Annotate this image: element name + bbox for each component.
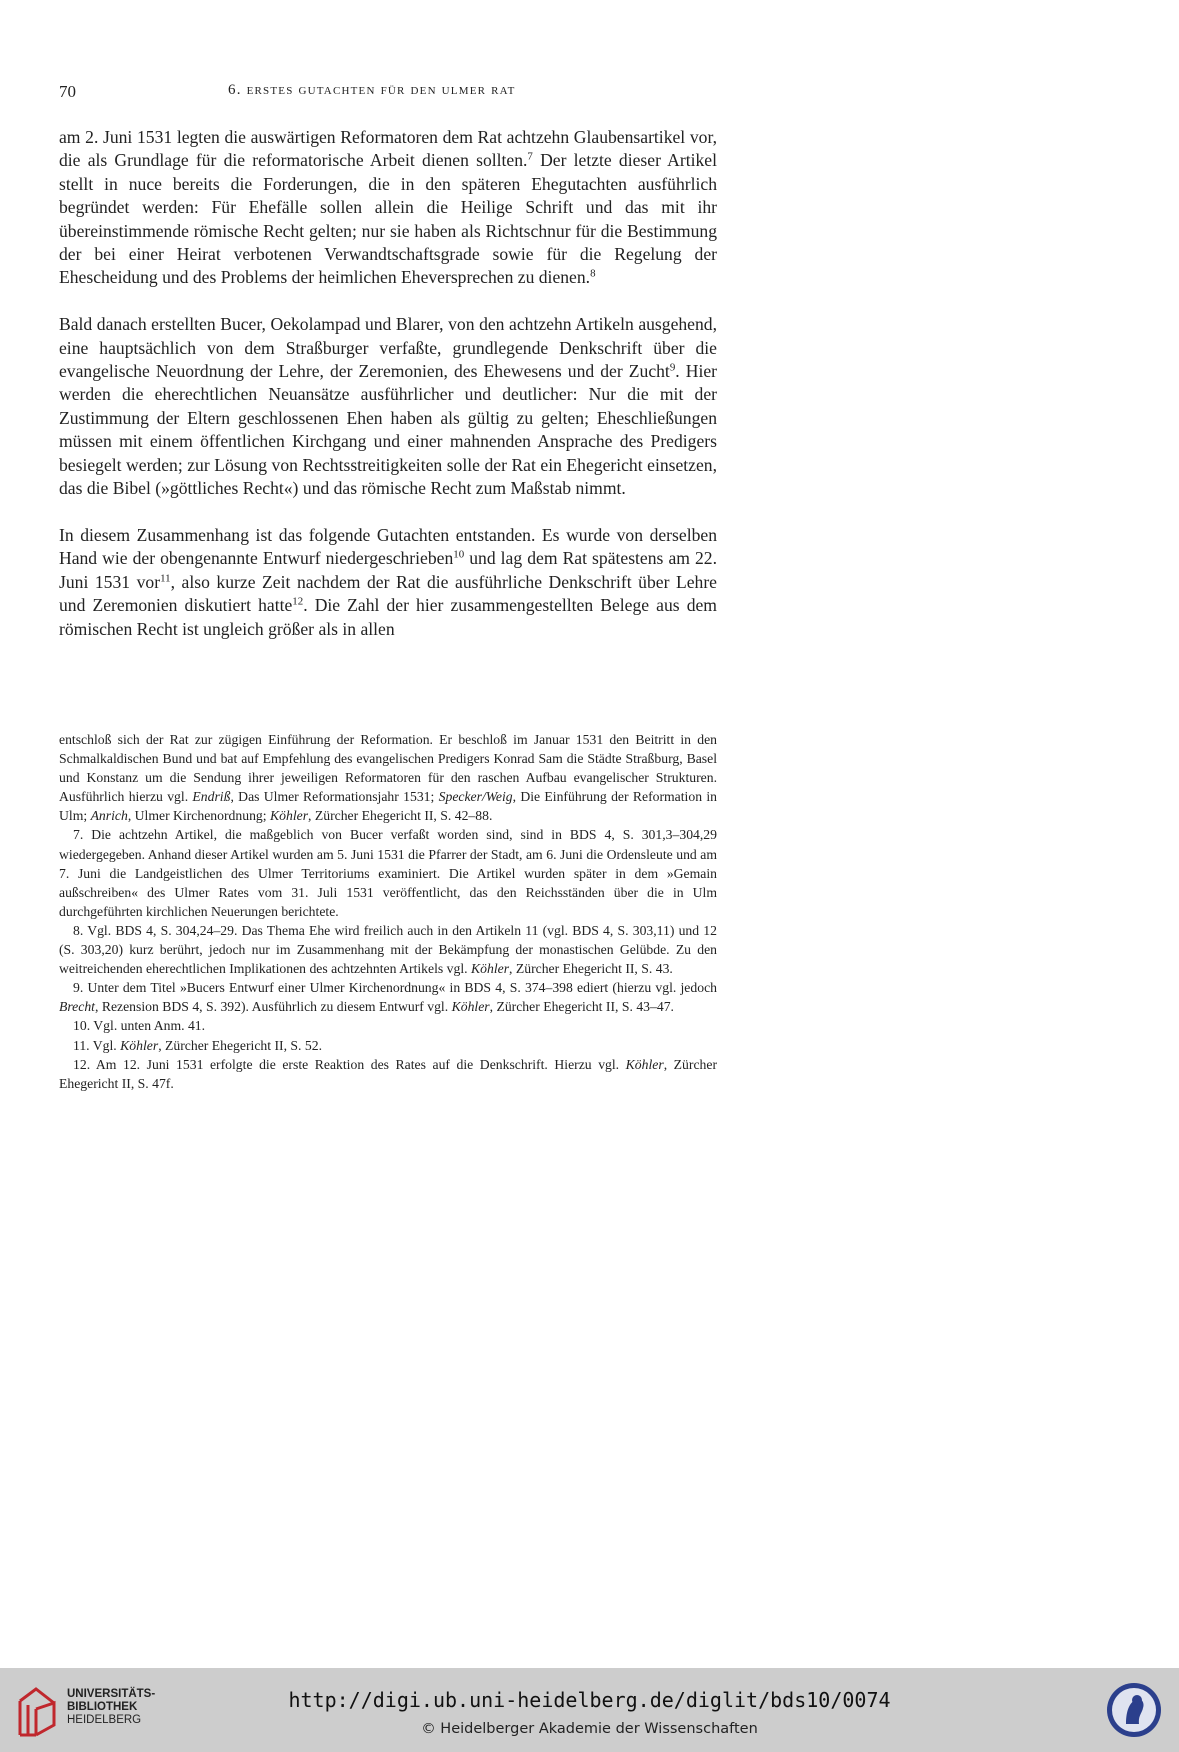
footnotes	[59, 730, 717, 1093]
paragraph-3: In diesem Zusammenhang ist das folgende Gutachten entstanden. Es wurde von derselben Hand wie der obengenannte Entwurf niedergeschrieben$^{10}$ und lag dem Rat spätestens am 22. Juni 1531 vor$^{11}$, also kurze Zeit nachdem der Rat die ausführliche Denkschrift über Lehre und Zeremonien diskutiert hatte$^{12}$. Die Zahl der hier zusammengestellten Belege aus dem römischen Recht ist ungleich größer als in allen	[59, 524, 717, 639]
footnote-ref[interactable]: 11	[160, 572, 171, 585]
footer-bar	[0, 1668, 1179, 1752]
running-head: 6. erstes gutachten für den ulmer rat	[228, 82, 516, 98]
footnote-10: 10. Vgl. unten Anm. 41.	[73, 1018, 206, 1034]
footnote-8: 8. Vgl. BDS 4, S. 304,24–29. Das Thema Ehe wird freilich auch in den Artikeln 11 (vgl. BDS 4, S. 303,11) und 12 (S. 303,20) kurz berührt, jedoch nur im Zusammenhang mit der Bekämpfung der monastischen Gelübde. Zu den weitreichenden eherechtlichen Implikationen des achtzehnten Artikels vgl. Köhler, Zürcher Ehegericht II, S. 43.	[59, 922, 717, 977]
footnote-ref[interactable]: 7	[527, 150, 533, 163]
footnote-9: 9. Unter dem Titel »Bucers Entwurf einer Ulmer Kirchenordnung« in BDS 4, S. 374–398 ediert (hierzu vgl. jedoch Brecht, Rezension BDS 4, S. 392). Ausführlich zu diesem Entwurf vgl. Köhler, Zürcher Ehegericht II, S. 43–47.	[59, 980, 717, 1015]
paragraph-2: Bald danach erstellten Bucer, Oekolampad und Blarer, von den achtzehn Artikeln ausgehend, eine hauptsächlich von dem Straßburger verfaßte, grundlegende Denkschrift über die evangelische Neuordnung der Lehre, der Zeremonien, des Ehewesens und der Zucht$^9$. Hier werden die eherechtlichen Neuansätze ausführlicher und deutlicher: Nur die mit der Zustimmung der Eltern geschlossenen Ehen haben als gültig zu gelten; Eheschließungen müssen mit einem öffentlichen Kirchgang und einer mahnenden Ansprache des Predigers besiegelt werden; zur Lösung von Rechtsstreitigkeiten solle der Rat ein Ehegericht einsetzen, das die Bibel (»göttliches Recht«) und das römische Recht zum Maßstab nimmt.	[59, 314, 718, 499]
footnote-ref[interactable]: 12	[292, 595, 304, 608]
footnote-ref[interactable]: 9	[669, 361, 676, 374]
footnote-ref[interactable]: 10	[453, 548, 465, 561]
library-name: UNIVERSITÄTS- BIBLIOTHEK HEIDELBERG	[67, 1688, 156, 1726]
main-text	[59, 126, 717, 664]
digital-copy-url[interactable]: http://digi.ub.uni-heidelberg.de/diglit/bds10/0074	[288, 1688, 891, 1712]
footnote-continued: entschloß sich der Rat zur zügigen Einführung der Reformation. Er beschloß im Januar 1531 den Beitritt in den Schmalkaldischen Bund und bat auf Empfehlung des evangelischen Predigers Konrad Sam die Städte Straßburg, Basel und Konstanz um die Sendung ihrer jeweiligen Reformatoren für den raschen Aufbau evangelischer Strukturen. Ausführlich hierzu vgl. Endriß, Das Ulmer Reformationsjahr 1531; Specker/Weig, Die Einführung der Reformation in Ulm; Anrich, Ulmer Kirchenordnung; Köhler, Zürcher Ehegericht II, S. 42–88.	[59, 732, 717, 824]
footnote-12: 12. Am 12. Juni 1531 erfolgte die erste Reaktion des Rates auf die Denkschrift. Hierzu vgl. Köhler, Zürcher Ehegericht II, S. 47f.	[59, 1056, 717, 1091]
academy-seal-icon	[1104, 1680, 1164, 1740]
copyright-notice: © Heidelberger Akademie der Wissenschaften	[421, 1721, 758, 1737]
footnote-ref[interactable]: 8	[590, 267, 596, 280]
footnote-11: 11. Vgl. Köhler, Zürcher Ehegericht II, S. 52.	[73, 1037, 322, 1053]
footnote-7: 7. Die achtzehn Artikel, die maßgeblich von Bucer verfaßt worden sind, sind in BDS 4, S. 301,3–304,29 wiedergegeben. Anhand dieser Artikel wurden am 5. Juni 1531 die Pfarrer der Stadt, am 6. Juni die Ordensleute und am 7. Juni die Landgeistlichen des Ulmer Territoriums examiniert. Die Artikel wurden später in dem »Gemain außschreiben« des Ulmer Rates vom 31. Juli 1531 veröffentlicht, das den Reichsständen über die in Ulm durchgeführten kirchlichen Neuerungen berichtete.	[59, 827, 717, 919]
page-number: 70	[59, 82, 76, 101]
paragraph-1: am 2. Juni 1531 legten die auswärtigen Reformatoren dem Rat achtzehn Glaubensartikel vor, die als Grundlage für die reformatorische Arbeit dienen sollten.$^7$ Der letzte dieser Artikel stellt in nuce bereits die Forderungen, die in den späteren Ehegutachten ausführlich begründet werden: Für Ehefälle sollen allein die Heilige Schrift und das mit ihr übereinstimmende römische Recht gelten; nur sie haben als Richtschnur für die Bestimmung der bei einer Heirat verbotenen Verwandtschaftsgrade sowie für die Regelung der Ehescheidung und des Problems der heimlichen Eheversprechen zu dienen.$^8$	[59, 127, 717, 288]
